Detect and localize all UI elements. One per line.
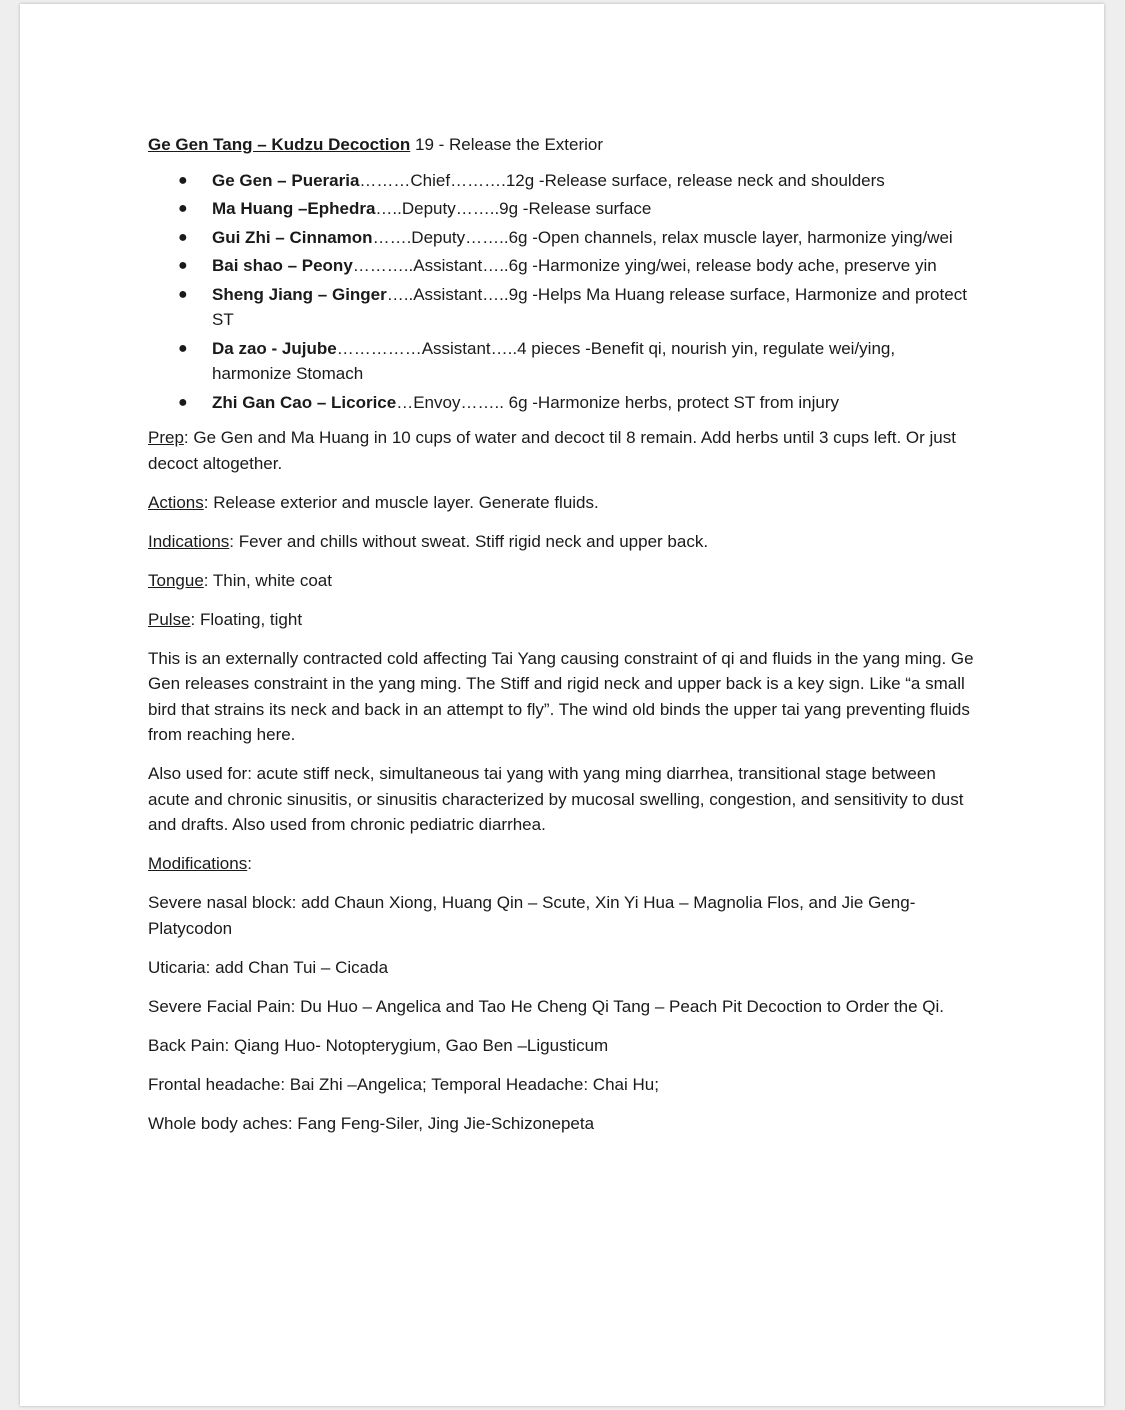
indications-section (148, 529, 978, 555)
document-page (20, 4, 1104, 1406)
pulse-label: Pulse (148, 609, 191, 629)
title-line (148, 132, 978, 158)
bullet-icon: ● (178, 393, 188, 411)
explanation-paragraph: This is an externally contracted cold affecting Tai Yang causing constraint of qi and fluids in the yang ming. Ge Gen releases constraint in the yang ming. The Stiff and rigid neck and upper back is a key sign. Like “a small bird that strains its neck and back in an attempt to fly”. The wind old binds the upper tai yang preventing fluids from reaching here. (148, 648, 974, 744)
modifications-colon: : (247, 854, 252, 873)
formula-title-suffix: 19 - Release the Exterior (410, 135, 604, 154)
prep-label: Prep (148, 428, 184, 447)
bullet-icon: ● (178, 285, 188, 303)
herb-list (148, 168, 978, 416)
herb-name: Ge Gen – Pueraria (212, 170, 360, 190)
bullet-icon: ● (178, 228, 188, 246)
tongue-label: Tongue (148, 570, 204, 590)
modification-item: Back Pain: Qiang Huo- Notopterygium, Gao Ben –Ligusticum (148, 1035, 609, 1055)
modifications-label: Modifications (148, 854, 248, 873)
herb-item (148, 282, 978, 333)
bullet-icon: ● (178, 200, 188, 217)
bullet-icon: ● (178, 339, 188, 357)
herb-name: Da zao - Jujube (212, 338, 337, 358)
bullet-icon: ● (178, 257, 188, 274)
herb-detail: ………..Assistant…..6g -Harmonize ying/wei, release body ache, preserve yin (352, 256, 937, 275)
herb-item (148, 168, 978, 194)
herb-detail: ………Chief……….12g -Release surface, release neck and shoulders (359, 170, 885, 190)
herb-detail: ……………Assistant…..4 pieces -Benefit qi, nourish yin, regulate wei/ying, harmonize Stomach (212, 338, 896, 383)
actions-section (148, 490, 978, 516)
indications-text: : Fever and chills without sweat. Stiff rigid neck and upper back. (229, 531, 709, 551)
tongue-section (148, 568, 978, 594)
modification-item: Frontal headache: Bai Zhi –Angelica; Temporal Headache: Chai Hu; (148, 1074, 659, 1094)
modifications-heading (148, 851, 978, 877)
tongue-text: : Thin, white coat (203, 570, 332, 590)
modification-item: Whole body aches: Fang Feng-Siler, Jing Jie-Schizonepeta (148, 1113, 595, 1133)
herb-item (148, 225, 978, 251)
herb-detail: …….Deputy……..6g -Open channels, relax muscle layer, harmonize ying/wei (372, 227, 953, 247)
actions-text: : Release exterior and muscle layer. Generate fluids. (203, 492, 599, 512)
herb-name: Bai shao – Peony (212, 256, 353, 275)
herb-item (148, 253, 978, 279)
indications-label: Indications (148, 531, 230, 551)
modification-item: Severe Facial Pain: Du Huo – Angelica and Tao He Cheng Qi Tang – Peach Pit Decoction to Order the Qi. (148, 996, 944, 1016)
prep-text: : Ge Gen and Ma Huang in 10 cups of water and decoct til 8 remain. Add herbs until 3 cups left. Or just decoct altogether. (148, 428, 956, 473)
formula-title: Ge Gen Tang – Kudzu Decoction (148, 135, 411, 154)
pulse-section (148, 607, 978, 633)
herb-detail: …..Deputy……..9g -Release surface (375, 199, 652, 218)
actions-label: Actions (148, 492, 204, 512)
herb-name: Ma Huang –Ephedra (212, 199, 376, 218)
herb-item (148, 196, 978, 222)
pulse-text: : Floating, tight (190, 609, 303, 629)
bullet-icon: ● (178, 171, 188, 189)
herb-detail: …..Assistant…..9g -Helps Ma Huang release surface, Harmonize and protect ST (212, 284, 967, 329)
herb-name: Sheng Jiang – Ginger (212, 284, 387, 304)
modification-item: Severe nasal block: add Chaun Xiong, Huang Qin – Scute, Xin Yi Hua – Magnolia Flos, and Jie Geng-Platycodon (148, 893, 916, 938)
prep-section (148, 425, 978, 476)
also-used-paragraph: Also used for: acute stiff neck, simultaneous tai yang with yang ming diarrhea, transitional stage between acute and chronic sinusitis, or sinusitis characterized by mucosal swelling, congestion, and sensitivity to dust and drafts. Also used from chronic pediatric diarrhea. (148, 764, 964, 834)
herb-name: Zhi Gan Cao – Licorice (212, 392, 397, 412)
herb-detail: …Envoy…….. 6g -Harmonize herbs, protect ST from injury (396, 392, 839, 412)
herb-item (148, 336, 978, 387)
document-content (148, 132, 978, 1150)
herb-item (148, 390, 978, 416)
herb-name: Gui Zhi – Cinnamon (212, 227, 373, 247)
modification-item: Uticaria: add Chan Tui – Cicada (148, 957, 389, 977)
